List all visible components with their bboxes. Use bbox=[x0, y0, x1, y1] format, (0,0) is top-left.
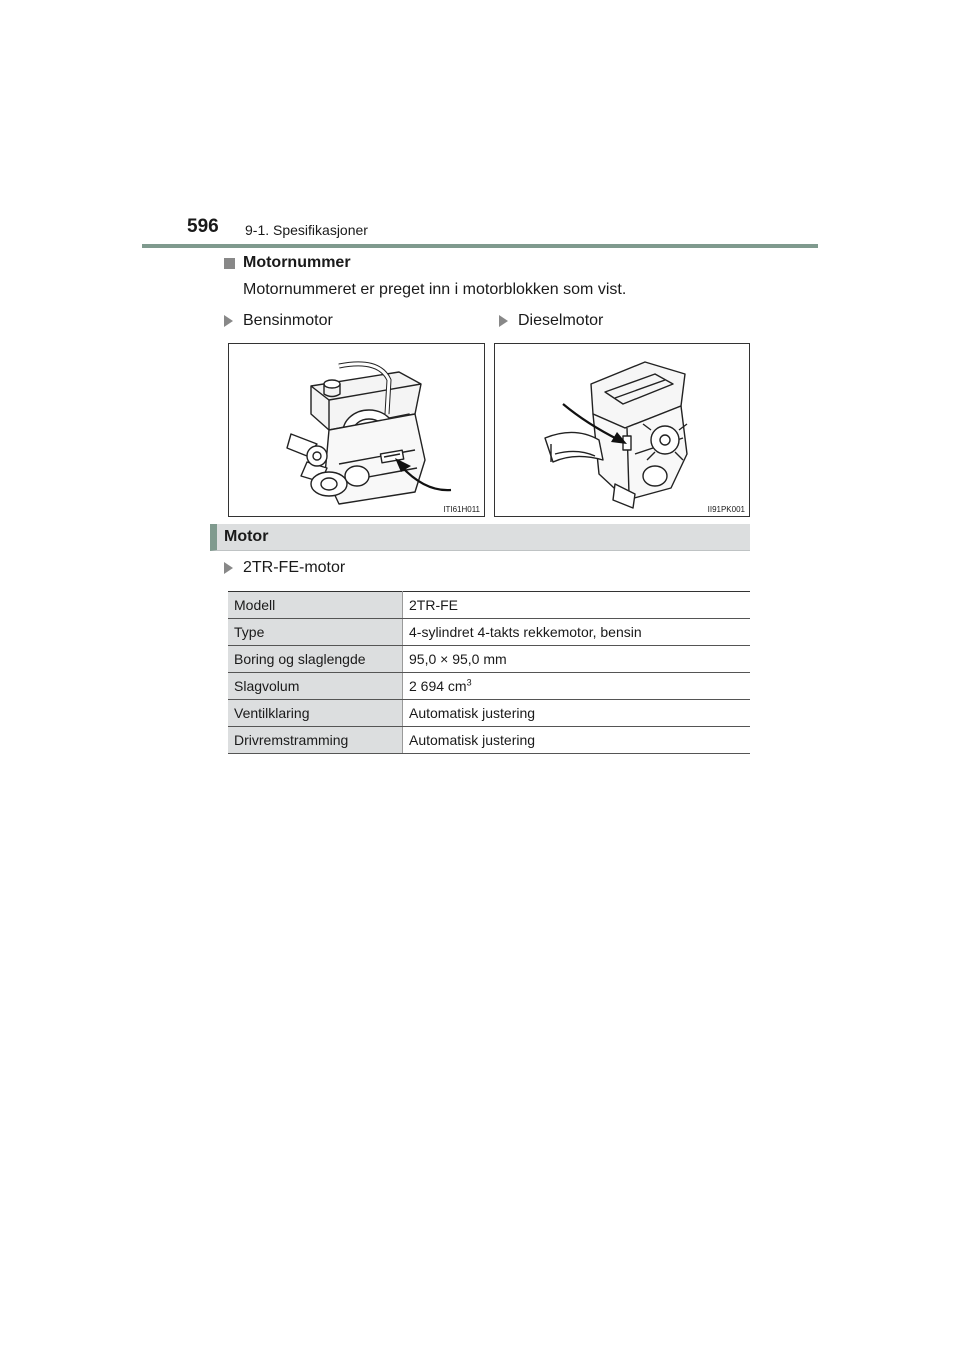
spec-value: 4-sylindret 4-takts rekkemotor, bensin bbox=[403, 619, 751, 646]
page-number: 596 bbox=[187, 216, 219, 237]
section-title: 9-1. Spesifikasjoner bbox=[245, 222, 368, 238]
spec-value: Automatisk justering bbox=[403, 700, 751, 727]
engine-model-label bbox=[224, 559, 345, 577]
engine-number-intro: Motornummeret er preget inn i motorblokken som vist. bbox=[243, 281, 627, 298]
petrol-engine-label bbox=[224, 312, 333, 330]
petrol-engine-label-text: Bensinmotor bbox=[243, 312, 333, 329]
petrol-engine-illustration-icon bbox=[229, 344, 484, 516]
spec-value: 2TR-FE bbox=[403, 592, 751, 619]
square-bullet-icon bbox=[224, 258, 235, 269]
spec-label: Modell bbox=[228, 592, 403, 619]
diesel-figure-code: II91PK001 bbox=[707, 505, 745, 514]
table-row bbox=[228, 727, 750, 754]
spec-value-superscript: 3 bbox=[466, 677, 472, 688]
spec-value bbox=[403, 673, 751, 700]
triangle-bullet-icon bbox=[224, 562, 233, 574]
petrol-figure-code: ITI61H011 bbox=[443, 505, 480, 514]
motor-section-bar bbox=[210, 524, 750, 551]
diesel-engine-figure bbox=[494, 343, 750, 517]
diesel-engine-label-text: Dieselmotor bbox=[518, 312, 604, 329]
spec-label: Type bbox=[228, 619, 403, 646]
table-row bbox=[228, 619, 750, 646]
engine-number-heading-text: Motornummer bbox=[243, 254, 351, 271]
spec-label: Ventilklaring bbox=[228, 700, 403, 727]
motor-section-title: Motor bbox=[224, 528, 269, 545]
diesel-engine-label bbox=[499, 312, 603, 330]
table-row bbox=[228, 646, 750, 673]
triangle-bullet-icon bbox=[499, 315, 508, 327]
table-row bbox=[228, 592, 750, 619]
triangle-bullet-icon bbox=[224, 315, 233, 327]
diesel-engine-illustration-icon bbox=[495, 344, 749, 516]
table-row bbox=[228, 700, 750, 727]
spec-value-text: 2 694 cm bbox=[409, 678, 467, 694]
spec-value: 95,0 × 95,0 mm bbox=[403, 646, 751, 673]
petrol-engine-figure bbox=[228, 343, 485, 517]
spec-label: Slagvolum bbox=[228, 673, 403, 700]
engine-spec-table bbox=[228, 591, 750, 754]
spec-label: Boring og slaglengde bbox=[228, 646, 403, 673]
table-row bbox=[228, 673, 750, 700]
header-rule bbox=[142, 244, 818, 248]
spec-value: Automatisk justering bbox=[403, 727, 751, 754]
engine-number-heading bbox=[224, 254, 351, 272]
spec-label: Drivremstramming bbox=[228, 727, 403, 754]
engine-model-label-text: 2TR-FE-motor bbox=[243, 559, 346, 576]
